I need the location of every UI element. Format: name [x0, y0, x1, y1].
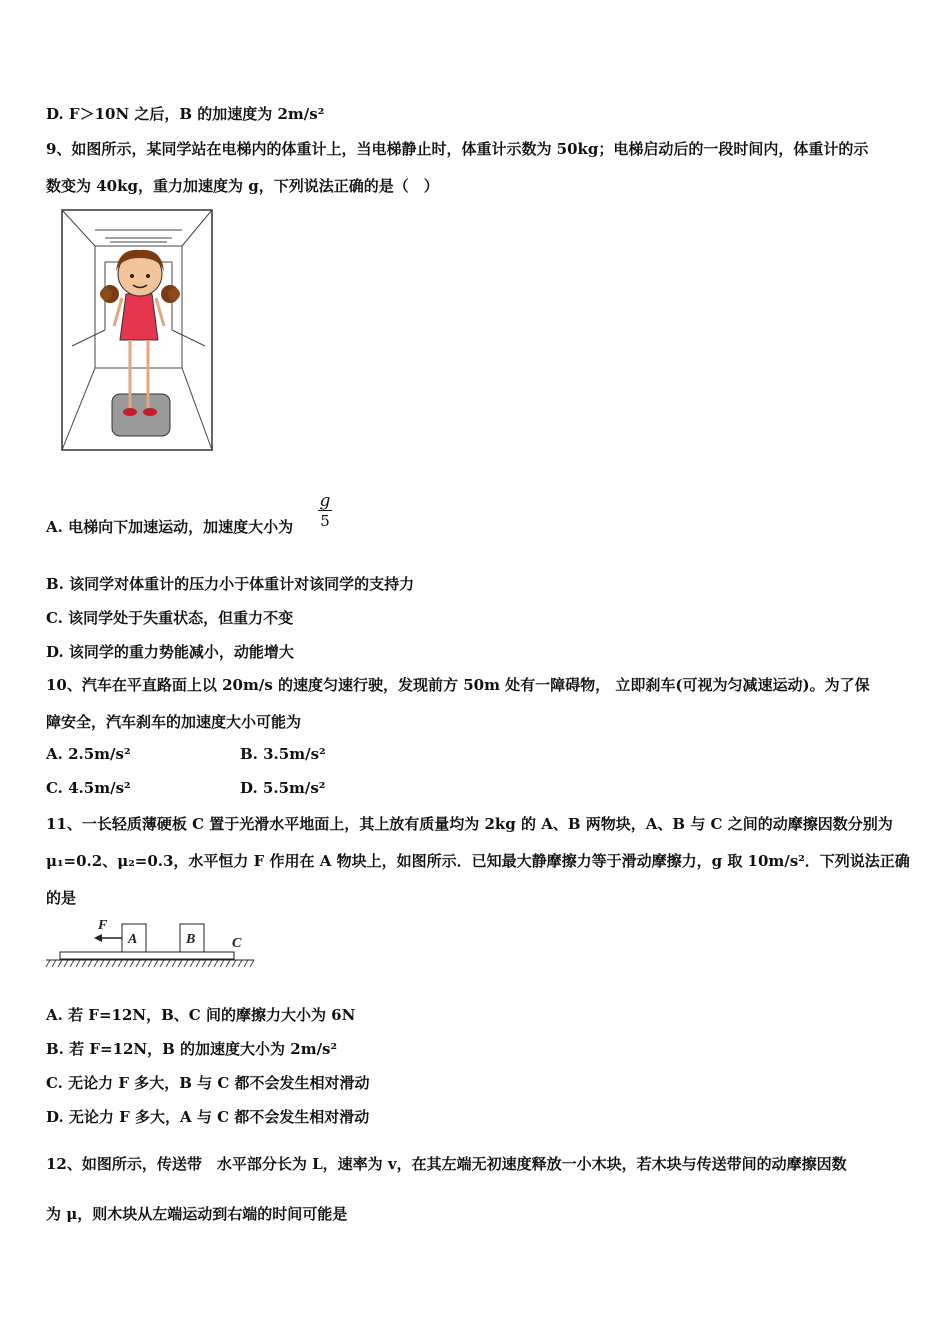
q10-option-d: D. 5.5m/s²	[240, 779, 326, 797]
q9-option-b: B. 该同学对体重计的压力小于体重计对该同学的支持力	[46, 575, 415, 593]
q9-stem-line2: 数变为 40kg，重力加速度为 g，下列说法正确的是（ ）	[46, 177, 439, 195]
q9-option-c: C. 该同学处于失重状态，但重力不变	[46, 609, 294, 627]
q11-stem-line2: μ₁=0.2、μ₂=0.3，水平恒力 F 作用在 A 物块上，如图所示．已知最大静摩擦力等于滑动摩擦力，g 取 10m/s²．下列说法正确	[46, 852, 910, 870]
q10-option-c: C. 4.5m/s²	[46, 779, 131, 797]
q11-option-c: C. 无论力 F 多大，B 与 C 都不会发生相对滑动	[46, 1074, 370, 1092]
q9-option-a: A. 电梯向下加速运动，加速度大小为	[46, 518, 294, 536]
q9-option-d: D. 该同学的重力势能减小，动能增大	[46, 643, 294, 661]
q11-option-a: A. 若 F=12N，B、C 间的摩擦力大小为 6N	[46, 1006, 356, 1024]
q10-option-b: B. 3.5m/s²	[240, 745, 326, 763]
q11-stem-line1: 11、一长轻质薄硬板 C 置于光滑水平地面上，其上放有质量均为 2kg 的 A、B 两物块，A、B 与 C 之间的动摩擦因数分别为	[46, 815, 893, 833]
elevator-figure	[60, 208, 216, 453]
fraction-g-over-5	[318, 492, 332, 531]
q8-option-d: D. F＞10N 之后，B 的加速度为 2m/s²	[46, 105, 325, 123]
board-c-label: C	[232, 936, 242, 951]
q11-option-b: B. 若 F=12N，B 的加速度大小为 2m/s²	[46, 1040, 338, 1058]
blocks-board-figure	[44, 914, 258, 976]
fraction-numerator: g	[319, 491, 331, 511]
block-a-label: A	[128, 932, 138, 947]
block-b-label: B	[186, 932, 196, 947]
force-arrowhead	[94, 934, 102, 942]
q10-stem-line1: 10、汽车在平直路面上以 20m/s 的速度匀速行驶，发现前方 50m 处有一障碍物， 立即刹车(可视为匀减速运动)。为了保	[46, 676, 870, 694]
q9-stem-line1: 9、如图所示，某同学站在电梯内的体重计上，当电梯静止时，体重计示数为 50kg；电梯启动后的一段时间内，体重计的示	[46, 140, 869, 158]
ground-hatch	[46, 960, 254, 967]
fraction-denominator: 5	[320, 512, 330, 530]
q10-stem-line2: 障安全，汽车刹车的加速度大小可能为	[46, 713, 302, 731]
q12-stem-line1: 12、如图所示，传送带 水平部分长为 L，速率为 v，在其左端无初速度释放一小木块，若木块与传送带间的动摩擦因数	[46, 1155, 847, 1173]
q11-stem-line3: 的是	[46, 889, 77, 907]
q11-option-d: D. 无论力 F 多大，A 与 C 都不会发生相对滑动	[46, 1108, 370, 1126]
q10-option-a: A. 2.5m/s²	[46, 745, 131, 763]
force-label: F	[98, 918, 108, 933]
board-c	[60, 952, 234, 959]
q12-stem-line2: 为 μ，则木块从左端运动到右端的时间可能是	[46, 1205, 348, 1223]
